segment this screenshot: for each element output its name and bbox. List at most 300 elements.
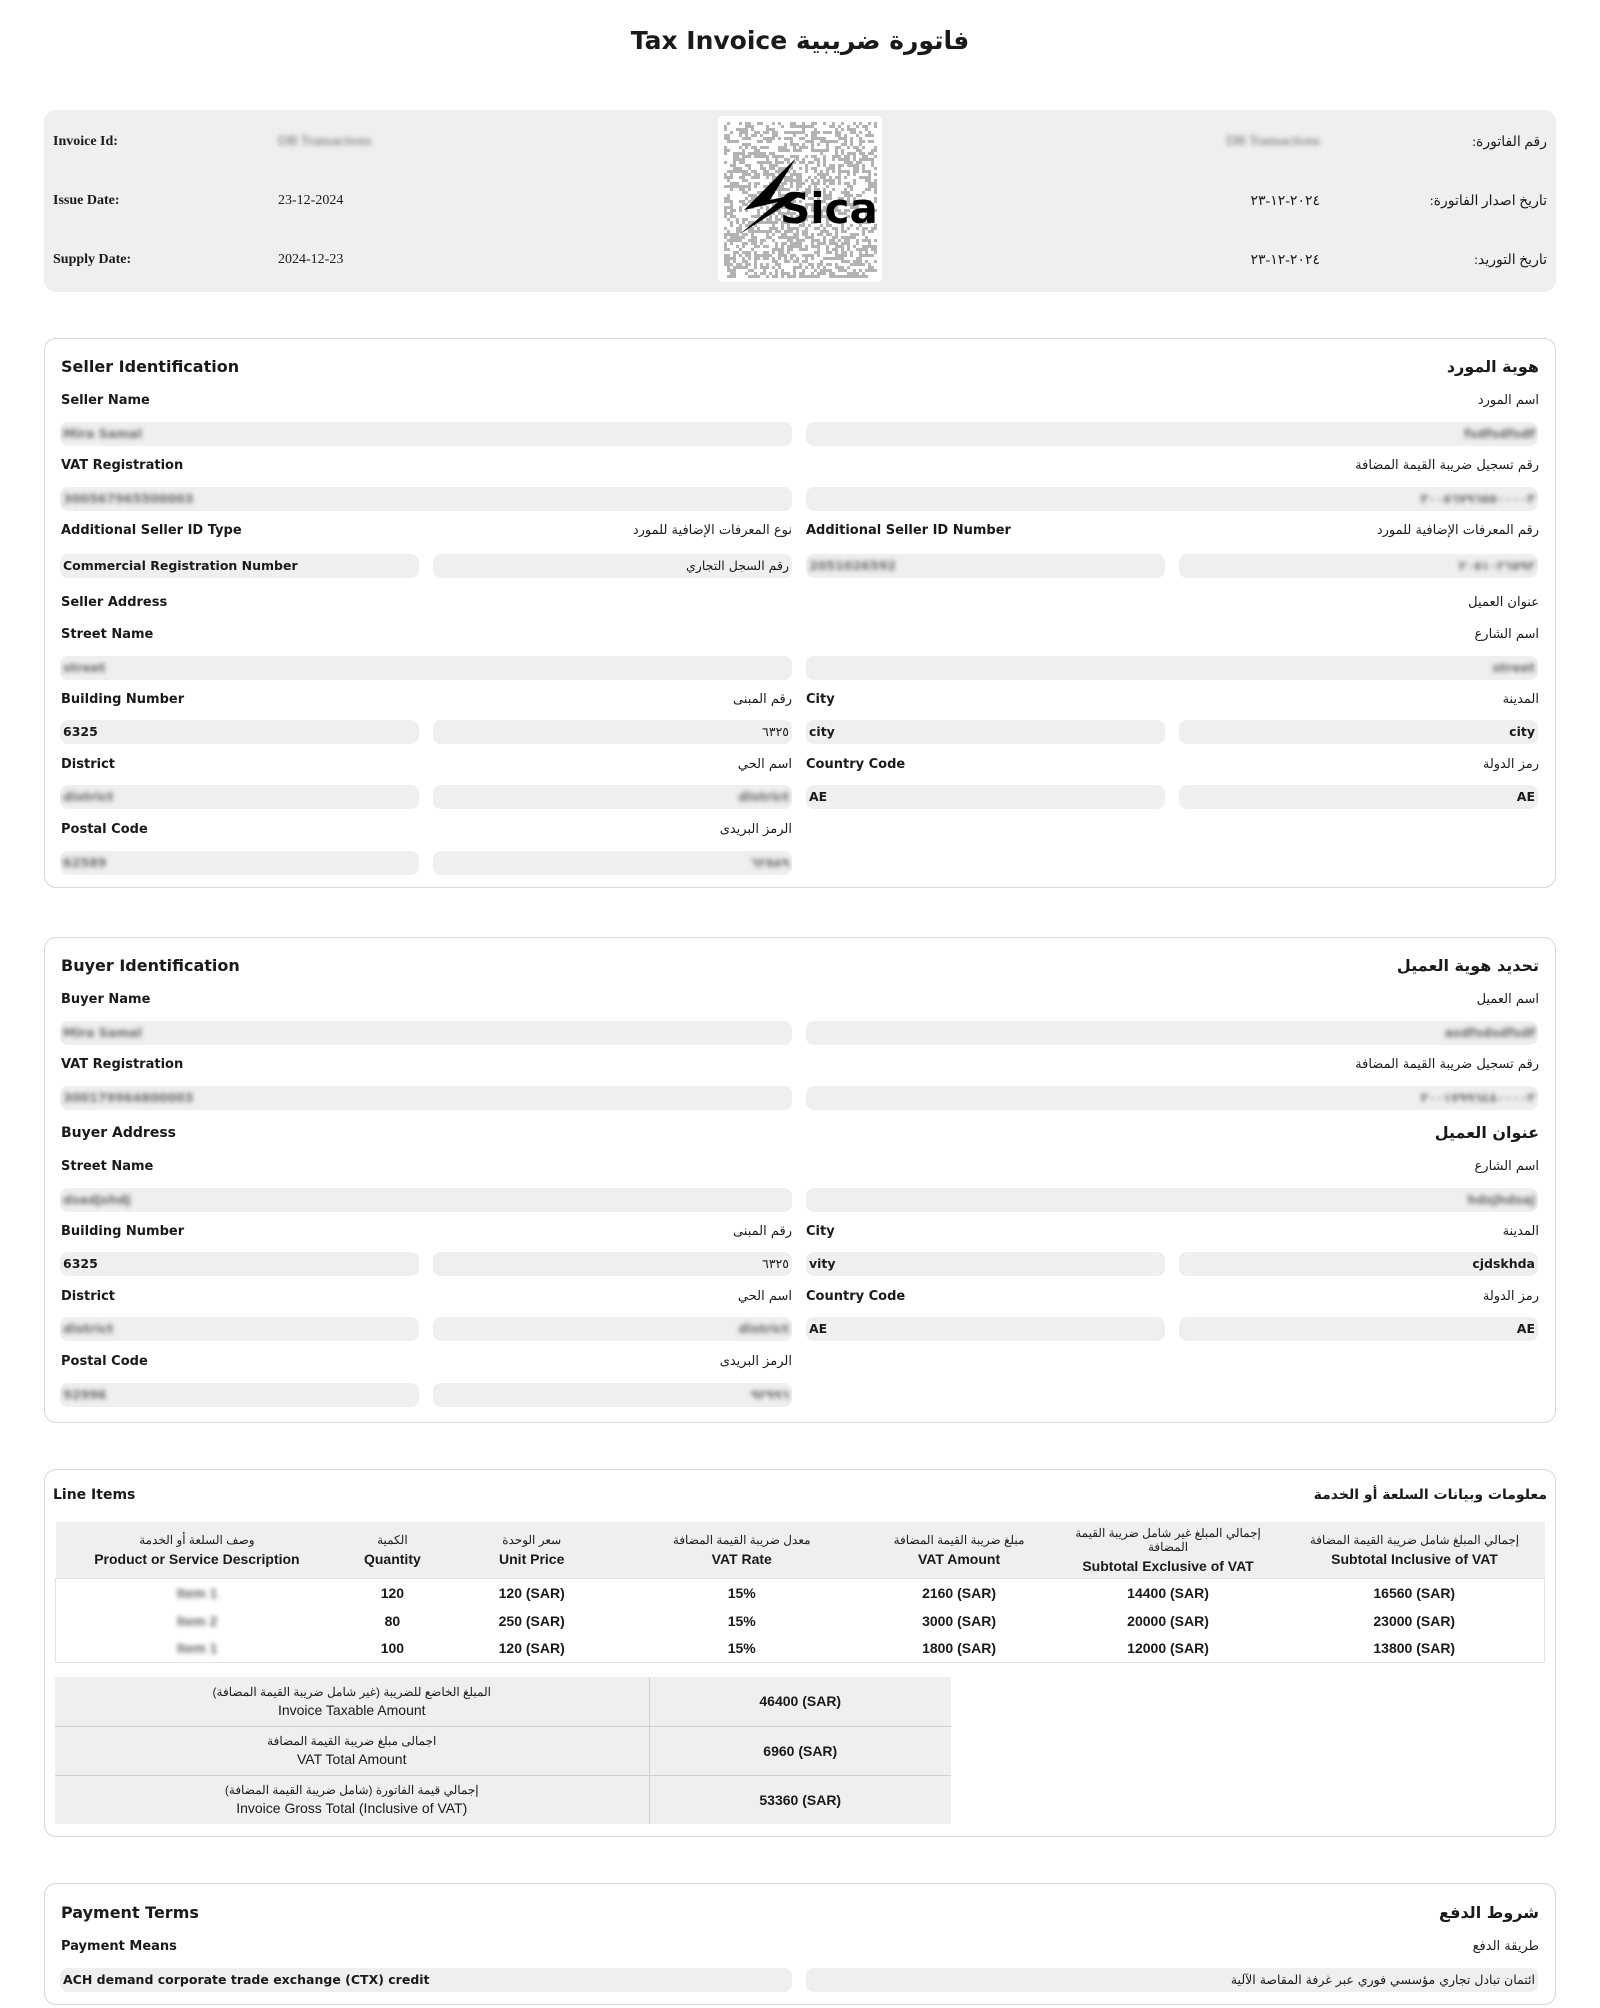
qr-module [817, 245, 820, 248]
qr-module [853, 275, 856, 278]
qr-module [802, 254, 805, 257]
qr-module [799, 149, 802, 152]
qr-module [817, 242, 820, 245]
qr-module [829, 263, 832, 266]
qr-module [859, 149, 862, 152]
qr-module [823, 179, 826, 182]
qr-module [844, 170, 847, 173]
qr-module [850, 152, 853, 155]
qr-module [757, 257, 760, 260]
qr-module [739, 248, 742, 251]
qr-module [838, 134, 841, 137]
qr-module [811, 254, 814, 257]
qr-module [802, 125, 805, 128]
qr-module [835, 266, 838, 269]
additional-id-type-label: Additional Seller ID Type [61, 523, 242, 538]
qr-module [760, 266, 763, 269]
qr-module [772, 134, 775, 137]
qr-module [727, 206, 730, 209]
qr-module [838, 176, 841, 179]
qr-module [817, 131, 820, 134]
qr-module [865, 170, 868, 173]
qr-module [826, 269, 829, 272]
qr-module [796, 176, 799, 179]
qr-module [823, 239, 826, 242]
qr-module [799, 146, 802, 149]
qr-module [835, 149, 838, 152]
qr-module [757, 209, 760, 212]
qr-module [727, 257, 730, 260]
qr-module [817, 266, 820, 269]
logo-text: Sica [780, 184, 878, 233]
qr-module [844, 254, 847, 257]
qr-module [733, 275, 736, 278]
qr-module [844, 242, 847, 245]
qr-module [862, 272, 865, 275]
qr-module [856, 167, 859, 170]
cell-vat-rate: 15% [727, 1640, 756, 1657]
qr-module [784, 233, 787, 236]
qr-module [769, 167, 772, 170]
qr-module [727, 137, 730, 140]
qr-module [754, 254, 757, 257]
qr-module [781, 254, 784, 257]
qr-module [748, 254, 751, 257]
seller-vat-field: 300567965500003 [60, 487, 792, 511]
qr-module [724, 149, 727, 152]
vat-total-value: 6960 (SAR) [649, 1726, 951, 1775]
qr-module [772, 167, 775, 170]
qr-module [856, 257, 859, 260]
qr-module [763, 239, 766, 242]
buyer-postal-field-ar: ٩٢٩٩٦ [433, 1383, 792, 1407]
qr-module [772, 173, 775, 176]
qr-module [742, 203, 745, 206]
additional-id-number-field-ar: ٢٠٥١٠٢٦٥٩٢ [1179, 554, 1538, 578]
qr-module [739, 161, 742, 164]
qr-module [742, 131, 745, 134]
qr-module [871, 164, 874, 167]
qr-module [811, 242, 814, 245]
qr-module [814, 176, 817, 179]
qr-module [727, 239, 730, 242]
issue-date-value: 23-12-2024 [278, 193, 344, 208]
qr-module [739, 227, 742, 230]
qr-module [781, 242, 784, 245]
seller-city-field: city [806, 720, 1165, 744]
qr-module [730, 200, 733, 203]
qr-module [826, 143, 829, 146]
qr-module [727, 233, 730, 236]
qr-module [775, 221, 778, 224]
qr-module [790, 239, 793, 242]
qr-module [823, 176, 826, 179]
qr-module [745, 143, 748, 146]
qr-module [838, 266, 841, 269]
qr-module [829, 179, 832, 182]
qr-module [853, 131, 856, 134]
invoice-id-label-ar: رقم الفاتورة: [1472, 135, 1547, 150]
qr-module [841, 248, 844, 251]
qr-module [805, 233, 808, 236]
seller-postal-label: Postal Code [61, 822, 148, 837]
qr-module [868, 170, 871, 173]
qr-module [730, 263, 733, 266]
qr-module [763, 245, 766, 248]
qr-module [760, 221, 763, 224]
qr-module [874, 125, 877, 128]
seller-vat-field-ar: ٣٠٠٥٦٧٩٦٥٥٠٠٠٠٣ [806, 487, 1538, 511]
qr-module [775, 164, 778, 167]
qr-module [739, 230, 742, 233]
qr-module [745, 122, 748, 125]
qr-module [775, 245, 778, 248]
qr-module [847, 170, 850, 173]
buyer-street-label: Street Name [61, 1159, 154, 1174]
qr-module [868, 242, 871, 245]
qr-module [793, 266, 796, 269]
qr-module [832, 257, 835, 260]
qr-module [781, 149, 784, 152]
qr-module [862, 170, 865, 173]
buyer-street-field: dsadjshdj [60, 1188, 792, 1212]
qr-module [796, 125, 799, 128]
seller-district-field-ar: district [433, 785, 792, 809]
qr-module [784, 257, 787, 260]
qr-module [811, 263, 814, 266]
qr-module [820, 149, 823, 152]
qr-module [814, 245, 817, 248]
payment-title-ar: شروط الدفع [1439, 1903, 1539, 1922]
qr-module [796, 131, 799, 134]
cell-description: Item 1 [176, 1640, 218, 1657]
qr-module [733, 266, 736, 269]
qr-module [751, 269, 754, 272]
qr-module [808, 236, 811, 239]
qr-module [856, 161, 859, 164]
qr-module [784, 236, 787, 239]
qr-module [790, 254, 793, 257]
seller-city-field-ar: city [1179, 720, 1538, 744]
qr-module [742, 260, 745, 263]
buyer-country-field-ar: AE [1179, 1317, 1538, 1341]
qr-module [736, 236, 739, 239]
qr-module [808, 125, 811, 128]
line-items-header-row [56, 1522, 1545, 1579]
qr-module [781, 272, 784, 275]
qr-module [724, 134, 727, 137]
qr-module [781, 125, 784, 128]
seller-street-label-ar: اسم الشارع [1474, 627, 1539, 642]
qr-module [748, 164, 751, 167]
qr-module [751, 230, 754, 233]
qr-module [814, 167, 817, 170]
qr-module [838, 179, 841, 182]
qr-module [826, 173, 829, 176]
qr-module [820, 263, 823, 266]
cell-vat-rate: 15% [727, 1584, 756, 1601]
qr-module [727, 179, 730, 182]
qr-module [760, 164, 763, 167]
qr-module [775, 248, 778, 251]
qr-module [841, 170, 844, 173]
qr-module [784, 254, 787, 257]
qr-module [808, 140, 811, 143]
qr-module [817, 173, 820, 176]
seller-postal-field-ar: ٦٢٥٨٩ [433, 851, 792, 875]
qr-module [778, 155, 781, 158]
qr-module [838, 245, 841, 248]
qr-module [808, 176, 811, 179]
qr-module [748, 152, 751, 155]
qr-module [874, 251, 877, 254]
qr-module [757, 140, 760, 143]
qr-module [829, 164, 832, 167]
qr-module [859, 257, 862, 260]
qr-module [805, 155, 808, 158]
qr-module [859, 275, 862, 278]
qr-module [853, 269, 856, 272]
qr-module [823, 155, 826, 158]
qr-module [781, 236, 784, 239]
qr-module [865, 239, 868, 242]
qr-module [793, 179, 796, 182]
qr-module [751, 233, 754, 236]
qr-module [859, 248, 862, 251]
seller-district-label-ar: اسم الحي [737, 757, 792, 772]
qr-module [811, 155, 814, 158]
qr-module [862, 245, 865, 248]
qr-module [802, 161, 805, 164]
qr-module [799, 248, 802, 251]
qr-module [736, 152, 739, 155]
col-subtotal-inclusive: إجمالي المبلغ شامل ضريبة القيمة المضافة Subtotal Inclusive of VAT [1284, 1522, 1544, 1579]
qr-module [772, 248, 775, 251]
qr-module [766, 173, 769, 176]
qr-module [772, 224, 775, 227]
qr-module [796, 233, 799, 236]
qr-module [727, 134, 730, 137]
qr-module [742, 155, 745, 158]
qr-module [790, 167, 793, 170]
qr-module [832, 158, 835, 161]
qr-module [778, 266, 781, 269]
qr-module [724, 161, 727, 164]
qr-module [784, 158, 787, 161]
additional-id-number-field: 2051026592 [806, 554, 1165, 578]
qr-module [793, 173, 796, 176]
qr-module [817, 263, 820, 266]
totals-row-taxable [55, 1677, 951, 1726]
qr-module [733, 164, 736, 167]
qr-module [742, 137, 745, 140]
qr-module [733, 269, 736, 272]
qr-module [739, 122, 742, 125]
qr-module [838, 167, 841, 170]
qr-module [778, 122, 781, 125]
qr-module [805, 257, 808, 260]
seller-building-label-ar: رقم المبنى [732, 692, 792, 707]
line-items-card [44, 1469, 1556, 1837]
qr-module [868, 239, 871, 242]
qr-module [760, 152, 763, 155]
qr-module [772, 275, 775, 278]
seller-title-ar: هوية المورد [1446, 357, 1539, 376]
qr-module [856, 272, 859, 275]
qr-module [763, 155, 766, 158]
qr-module [730, 173, 733, 176]
seller-vat-label-ar: رقم تسجيل ضريبة القيمة المضافة [1355, 458, 1539, 473]
qr-module [835, 254, 838, 257]
qr-module [874, 167, 877, 170]
qr-module [847, 242, 850, 245]
qr-module [730, 233, 733, 236]
qr-module [862, 275, 865, 278]
qr-module [823, 257, 826, 260]
qr-module [862, 239, 865, 242]
qr-module [802, 137, 805, 140]
qr-module [868, 269, 871, 272]
payment-means-field-ar: ائتمان تبادل تجاري مؤسسي فوري عبر غرفة المقاصة الآلية [806, 1968, 1538, 1992]
qr-module [814, 149, 817, 152]
qr-module [742, 128, 745, 131]
qr-module [790, 125, 793, 128]
qr-module [757, 155, 760, 158]
seller-postal-field: 62589 [60, 851, 419, 875]
qr-module [859, 161, 862, 164]
qr-module [847, 266, 850, 269]
qr-module [853, 170, 856, 173]
qr-module [805, 266, 808, 269]
qr-module [811, 257, 814, 260]
qr-module [754, 149, 757, 152]
supply-date-label: Supply Date: [53, 252, 132, 267]
qr-module [739, 167, 742, 170]
qr-module [745, 164, 748, 167]
qr-module [760, 230, 763, 233]
qr-module [871, 269, 874, 272]
qr-module [742, 149, 745, 152]
qr-module [754, 263, 757, 266]
qr-module [727, 197, 730, 200]
qr-module [838, 164, 841, 167]
seller-city-label-ar: المدينة [1502, 692, 1539, 707]
qr-module [871, 152, 874, 155]
qr-module [766, 257, 769, 260]
qr-module [799, 266, 802, 269]
qr-module [748, 263, 751, 266]
qr-module [817, 179, 820, 182]
qr-module [826, 251, 829, 254]
qr-module [742, 143, 745, 146]
payment-terms-card [44, 1883, 1556, 2005]
qr-module [850, 161, 853, 164]
qr-module [754, 173, 757, 176]
qr-module [826, 245, 829, 248]
qr-module [838, 257, 841, 260]
seller-name-label-ar: اسم المورد [1477, 393, 1539, 408]
qr-module [793, 254, 796, 257]
qr-module [802, 233, 805, 236]
qr-module [778, 248, 781, 251]
qr-module [754, 242, 757, 245]
qr-module [772, 164, 775, 167]
seller-name-field: Mira Samal [60, 422, 792, 446]
qr-module [748, 194, 751, 197]
qr-module [748, 122, 751, 125]
qr-module [724, 263, 727, 266]
qr-module [730, 203, 733, 206]
invoice-id-label: Invoice Id: [53, 134, 118, 149]
qr-module [856, 263, 859, 266]
qr-module [859, 251, 862, 254]
qr-module [823, 161, 826, 164]
qr-module [814, 269, 817, 272]
qr-module [787, 239, 790, 242]
qr-module [730, 269, 733, 272]
qr-module [790, 131, 793, 134]
qr-module [874, 269, 877, 272]
buyer-building-field-ar: ٦٣٢٥ [433, 1252, 792, 1276]
qr-module [736, 245, 739, 248]
qr-module [775, 161, 778, 164]
qr-module [745, 260, 748, 263]
qr-module [832, 140, 835, 143]
qr-module [835, 275, 838, 278]
seller-city-label: City [806, 692, 835, 707]
qr-module [751, 215, 754, 218]
qr-module [733, 167, 736, 170]
qr-module [745, 185, 748, 188]
qr-module [784, 272, 787, 275]
qr-module [754, 245, 757, 248]
qr-module [730, 182, 733, 185]
qr-module [817, 137, 820, 140]
qr-module [754, 251, 757, 254]
qr-module [748, 182, 751, 185]
qr-module [841, 137, 844, 140]
qr-module [766, 236, 769, 239]
qr-module [739, 152, 742, 155]
seller-district-field: district [60, 785, 419, 809]
qr-module [826, 248, 829, 251]
qr-module [739, 263, 742, 266]
qr-module [790, 143, 793, 146]
qr-module [799, 179, 802, 182]
qr-module [796, 239, 799, 242]
qr-module [775, 155, 778, 158]
qr-module [784, 149, 787, 152]
qr-module [865, 254, 868, 257]
qr-module [835, 245, 838, 248]
qr-module [784, 143, 787, 146]
qr-module [778, 236, 781, 239]
cell-quantity: 80 [384, 1612, 401, 1629]
qr-module [742, 236, 745, 239]
qr-module [781, 275, 784, 278]
qr-module [772, 227, 775, 230]
qr-module [730, 185, 733, 188]
seller-country-label: Country Code [806, 757, 906, 772]
qr-module [865, 269, 868, 272]
qr-module [730, 206, 733, 209]
seller-vat-label: VAT Registration [61, 458, 184, 473]
qr-module [847, 125, 850, 128]
qr-module [727, 260, 730, 263]
qr-module [730, 170, 733, 173]
qr-module [745, 179, 748, 182]
qr-module [772, 128, 775, 131]
